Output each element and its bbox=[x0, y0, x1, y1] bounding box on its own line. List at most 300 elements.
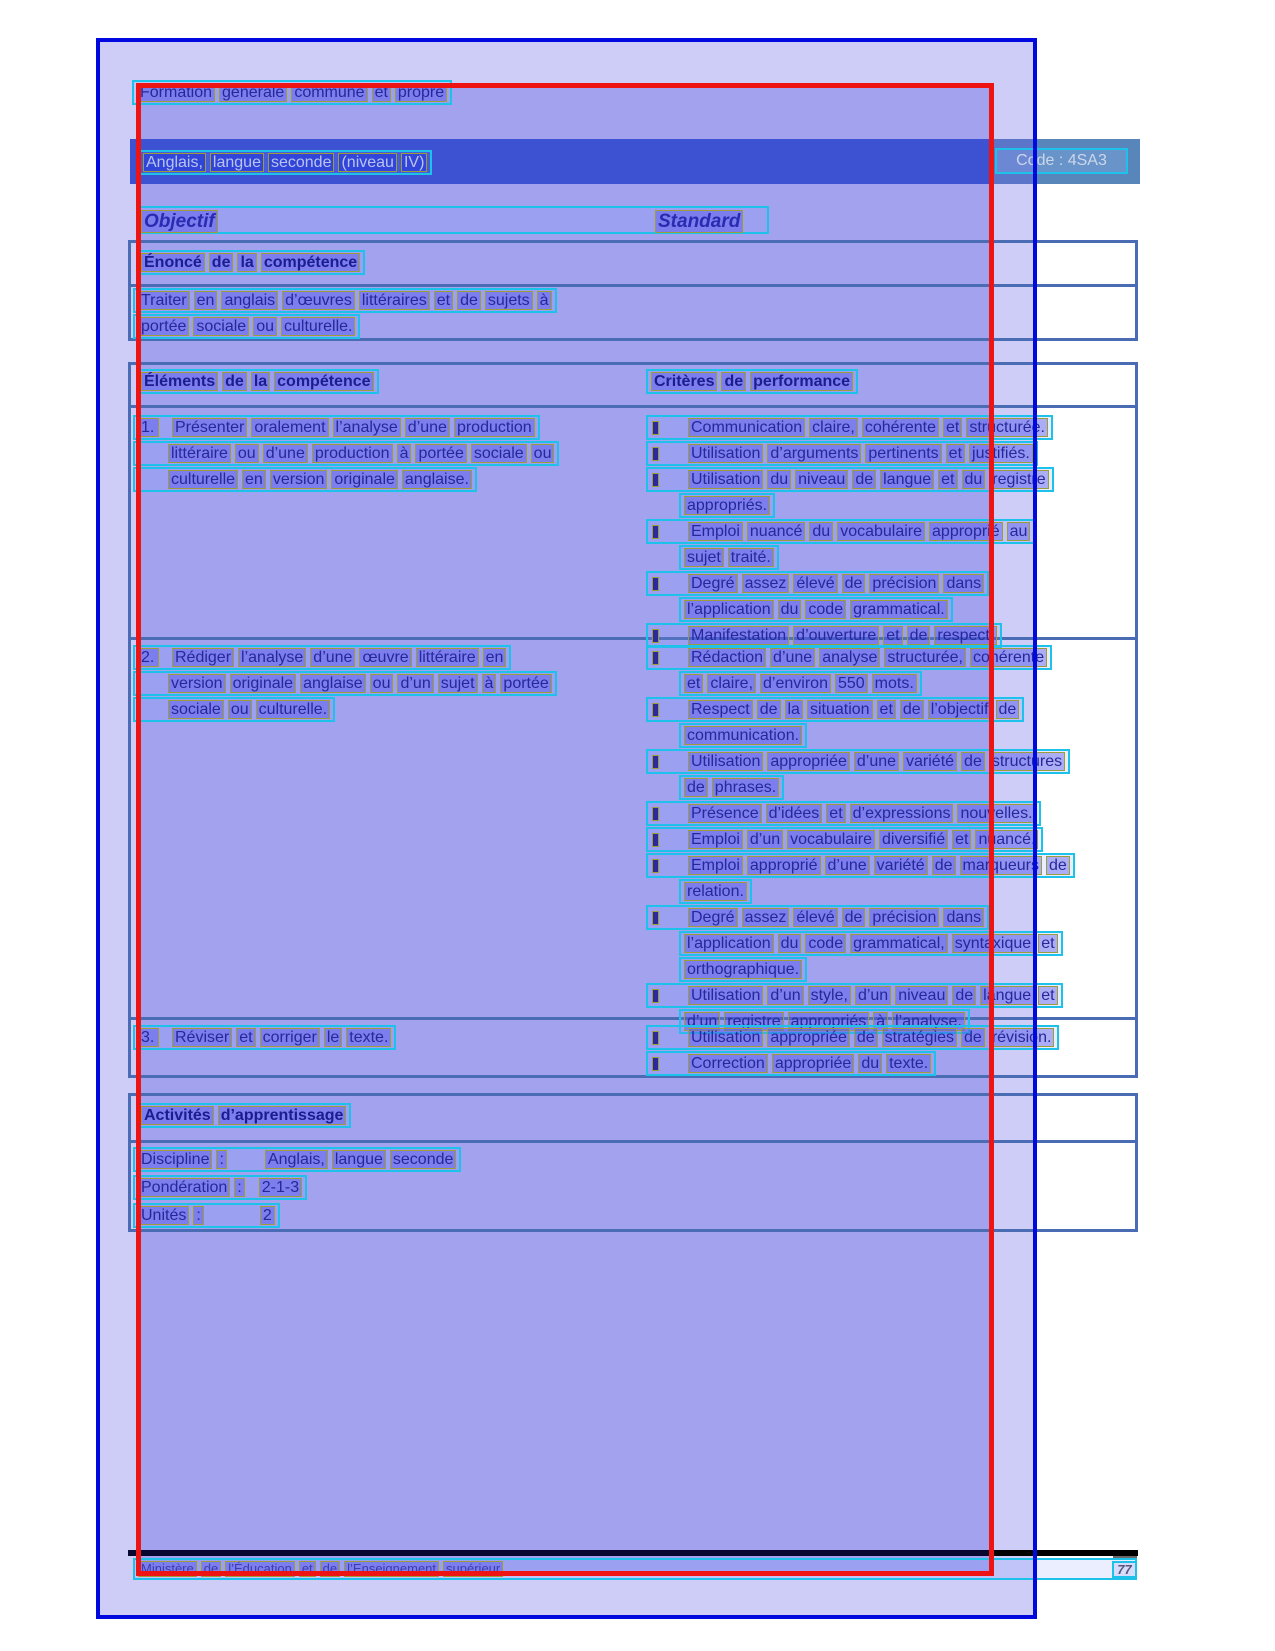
bullet-marker bbox=[652, 447, 659, 461]
word-box: l’application bbox=[684, 600, 774, 619]
criterion-line bbox=[646, 645, 1052, 670]
word-box: de bbox=[961, 1028, 985, 1047]
word-box: de bbox=[852, 470, 876, 489]
word-box: de bbox=[721, 372, 746, 391]
activites-fields bbox=[133, 1147, 461, 1231]
criterion-line bbox=[646, 571, 989, 596]
bullet-marker bbox=[652, 651, 659, 665]
word-box: 2 bbox=[260, 1206, 275, 1225]
word-box: d’un bbox=[397, 674, 433, 693]
word-box: l’analyse bbox=[238, 648, 306, 667]
word-box: langue bbox=[332, 1150, 386, 1169]
word-box: registre bbox=[724, 1012, 783, 1031]
word-box: seconde bbox=[390, 1150, 457, 1169]
element-line bbox=[133, 671, 557, 696]
word-box: sujet bbox=[438, 674, 478, 693]
word-box: de bbox=[907, 626, 931, 645]
word-box: Respect bbox=[688, 700, 753, 719]
word-box: d’apprentissage bbox=[218, 1106, 347, 1125]
word-box: Discipline bbox=[138, 1150, 212, 1169]
word-box: Unités bbox=[138, 1206, 189, 1225]
criterion-line bbox=[679, 723, 807, 748]
word-box: d’un bbox=[684, 1012, 720, 1031]
enonce-line bbox=[133, 288, 557, 313]
word-box: nuancé bbox=[747, 522, 806, 541]
word-box: la bbox=[785, 700, 803, 719]
word-box: de bbox=[842, 574, 866, 593]
course-title-line bbox=[138, 150, 432, 175]
word-box: supérieur bbox=[443, 1561, 503, 1577]
word-box: cohérente bbox=[862, 418, 939, 437]
word-box: Degré bbox=[688, 908, 738, 927]
word-box: générale bbox=[219, 83, 287, 102]
field-gap bbox=[208, 1209, 256, 1223]
criterion-line bbox=[646, 853, 1075, 878]
word-box: de bbox=[757, 700, 781, 719]
word-box: Ministère bbox=[138, 1561, 197, 1577]
criterion-line bbox=[646, 905, 989, 930]
word-box: littéraire bbox=[416, 648, 479, 667]
bullet-marker bbox=[652, 703, 659, 717]
word-box: Rédaction bbox=[688, 648, 766, 667]
word-box: l’application bbox=[684, 934, 774, 953]
word-box: sociale bbox=[471, 444, 527, 463]
bullet-marker bbox=[652, 421, 659, 435]
word-box: traité. bbox=[728, 548, 774, 567]
word-box: syntaxique bbox=[952, 934, 1035, 953]
word-box: l’analyse. bbox=[892, 1012, 965, 1031]
activites-heading-line bbox=[136, 1103, 351, 1128]
word-box: sujets bbox=[485, 291, 533, 310]
word-box: appropriée bbox=[772, 1054, 855, 1073]
word-box: Réviser bbox=[172, 1028, 232, 1047]
word-box: diversifié bbox=[879, 830, 948, 849]
word-box: performance bbox=[750, 372, 853, 391]
footer-rule bbox=[128, 1550, 1138, 1556]
word-box: d’œuvres bbox=[282, 291, 355, 310]
word-box: et bbox=[877, 700, 896, 719]
word-box: phrases. bbox=[712, 778, 779, 797]
word-box: Énoncé bbox=[141, 253, 205, 272]
word-box: Utilisation bbox=[688, 1028, 763, 1047]
word-box: et bbox=[236, 1028, 255, 1047]
field-gap bbox=[231, 1153, 261, 1167]
element-1-column bbox=[133, 415, 559, 493]
word-box: d’expressions bbox=[850, 804, 954, 823]
course-code-box: Code : 4SA3 bbox=[995, 148, 1128, 174]
colon-box: : bbox=[234, 1178, 244, 1197]
criterion-line bbox=[679, 597, 953, 622]
item-number: 3. bbox=[138, 1028, 159, 1047]
word-box: approprié bbox=[929, 522, 1003, 541]
bullet-marker bbox=[652, 577, 659, 591]
word-box: de bbox=[320, 1561, 340, 1577]
criterion-line bbox=[646, 519, 1035, 544]
bullet-marker bbox=[652, 1031, 659, 1045]
word-box: structurée. bbox=[966, 418, 1048, 437]
enonce-section-box bbox=[128, 240, 1138, 341]
word-box: Emploi bbox=[688, 856, 743, 875]
word-box: et bbox=[434, 291, 453, 310]
criterion-line bbox=[646, 415, 1053, 440]
word-box: au bbox=[1007, 522, 1031, 541]
word-box: version bbox=[270, 470, 328, 489]
word-box: originale bbox=[331, 470, 397, 489]
word-box: de bbox=[932, 856, 956, 875]
word-box: et bbox=[943, 418, 962, 437]
word-box: ou bbox=[228, 700, 252, 719]
bullet-marker bbox=[652, 859, 659, 873]
word-box: à bbox=[482, 674, 497, 693]
field-line bbox=[133, 1175, 307, 1200]
item-number: 1. bbox=[138, 418, 159, 437]
word-box: justifiés. bbox=[969, 444, 1033, 463]
word-box: et bbox=[883, 626, 902, 645]
word-box: appropriée bbox=[767, 752, 850, 771]
word-box: d’un bbox=[767, 986, 803, 1005]
word-box: culturelle. bbox=[281, 317, 355, 336]
element-2-column bbox=[133, 645, 557, 723]
word-box: Utilisation bbox=[688, 470, 763, 489]
word-box: portée bbox=[138, 317, 189, 336]
word-box: ou bbox=[370, 674, 394, 693]
criterion-line bbox=[646, 1025, 1059, 1050]
criterion-line bbox=[679, 493, 775, 518]
word-box: 2-1-3 bbox=[259, 1178, 302, 1197]
word-box: orthographique. bbox=[684, 960, 802, 979]
word-box: du bbox=[778, 600, 802, 619]
word-box: Formation bbox=[137, 83, 215, 102]
word-box: Degré bbox=[688, 574, 738, 593]
word-box: ou bbox=[531, 444, 555, 463]
word-box: stratégies bbox=[882, 1028, 957, 1047]
word-box: mots. bbox=[872, 674, 917, 693]
elements-heading-line bbox=[136, 369, 379, 394]
word-box: de bbox=[952, 986, 976, 1005]
word-box: et bbox=[946, 444, 965, 463]
word-box: niveau bbox=[895, 986, 948, 1005]
page-number-box: 77 bbox=[1112, 1561, 1137, 1578]
word-box: assez bbox=[742, 574, 790, 593]
word-box: variété bbox=[903, 752, 957, 771]
word-box: culturelle. bbox=[256, 700, 330, 719]
criterion-line bbox=[646, 441, 1038, 466]
word-box: le bbox=[324, 1028, 342, 1047]
word-box: Communication bbox=[688, 418, 805, 437]
word-box: appropriés bbox=[788, 1012, 870, 1031]
criterion-line bbox=[679, 957, 807, 982]
word-box: œuvre bbox=[359, 648, 411, 667]
field-gap bbox=[249, 1181, 255, 1195]
enonce-body bbox=[133, 288, 557, 340]
word-box: de bbox=[996, 700, 1020, 719]
word-box: de bbox=[209, 253, 234, 272]
word-box: sujet bbox=[684, 548, 724, 567]
word-box: analyse bbox=[819, 648, 880, 667]
word-box: originale bbox=[230, 674, 296, 693]
word-box: commune bbox=[291, 83, 367, 102]
course-header-bar bbox=[130, 139, 1140, 184]
word-box: d’une bbox=[263, 444, 308, 463]
word-box: l’objectif bbox=[928, 700, 992, 719]
word-box: à bbox=[537, 291, 552, 310]
word-box: pertinents bbox=[865, 444, 941, 463]
enonce-heading-line bbox=[136, 250, 365, 275]
column-headings-line bbox=[137, 206, 769, 234]
word-box: production bbox=[454, 418, 535, 437]
word-box: ou bbox=[235, 444, 259, 463]
element-line bbox=[133, 1025, 396, 1050]
word-box: d’arguments bbox=[767, 444, 861, 463]
word-box: d’une bbox=[770, 648, 815, 667]
word-box: 550 bbox=[835, 674, 868, 693]
word-box: l’Enseignement bbox=[344, 1561, 439, 1577]
word-box: corriger bbox=[260, 1028, 320, 1047]
criterion-line bbox=[679, 545, 779, 570]
word-box: du bbox=[858, 1054, 882, 1073]
word-box: d’une bbox=[310, 648, 355, 667]
word-box: oralement bbox=[251, 418, 328, 437]
criterion-line bbox=[646, 983, 1063, 1008]
word-box: Éléments bbox=[141, 372, 218, 391]
word-box: cohérente bbox=[970, 648, 1047, 667]
word-box: code bbox=[805, 600, 846, 619]
word-box: portée bbox=[500, 674, 551, 693]
word-box: révision. bbox=[989, 1028, 1055, 1047]
word-box: langue bbox=[880, 470, 934, 489]
element-line bbox=[133, 415, 540, 440]
word-box: Critères bbox=[651, 372, 717, 391]
bullet-marker bbox=[652, 525, 659, 539]
word-box: registre bbox=[989, 470, 1048, 489]
criterion-line bbox=[646, 749, 1070, 774]
item-number: 2. bbox=[138, 648, 159, 667]
word-box: de bbox=[961, 752, 985, 771]
word-box: communication. bbox=[684, 726, 802, 745]
criterion-line bbox=[646, 467, 1054, 492]
word-box: respect. bbox=[934, 626, 997, 645]
word-box: langue bbox=[980, 986, 1034, 1005]
section-divider bbox=[131, 1140, 1135, 1143]
word-box: anglaise. bbox=[402, 470, 472, 489]
word-box: en bbox=[194, 291, 218, 310]
criterion-line bbox=[646, 697, 1024, 722]
word-box: texte. bbox=[886, 1054, 931, 1073]
word-box: Traiter bbox=[138, 291, 190, 310]
criteres-heading-line bbox=[646, 369, 858, 394]
word-box: seconde bbox=[268, 153, 335, 172]
criterion-line bbox=[679, 879, 752, 904]
enonce-line bbox=[133, 314, 360, 339]
word-box: Utilisation bbox=[688, 752, 763, 771]
word-box: et bbox=[826, 804, 845, 823]
word-box: d’une bbox=[854, 752, 899, 771]
bullet-marker bbox=[652, 833, 659, 847]
word-box: Emploi bbox=[688, 830, 743, 849]
word-box: ou bbox=[253, 317, 277, 336]
criteria-2-column bbox=[646, 645, 1075, 1035]
footer-text-line bbox=[133, 1558, 1137, 1580]
word-box: situation bbox=[807, 700, 873, 719]
word-box: claire, bbox=[707, 674, 756, 693]
criteria-1-column bbox=[646, 415, 1054, 649]
word-box: claire, bbox=[809, 418, 858, 437]
word-box: variété bbox=[874, 856, 928, 875]
element-3-column bbox=[133, 1025, 396, 1051]
word-box: à bbox=[397, 444, 412, 463]
word-box: élevé bbox=[793, 574, 837, 593]
word-box: et bbox=[372, 83, 391, 102]
element-line bbox=[133, 697, 335, 722]
word-box: de bbox=[900, 700, 924, 719]
word-box: du bbox=[962, 470, 986, 489]
word-box: d’ouverture bbox=[793, 626, 879, 645]
word-box: en bbox=[483, 648, 507, 667]
word-box: en bbox=[242, 470, 266, 489]
word-box: (niveau bbox=[338, 153, 396, 172]
word-box: l’Éducation bbox=[225, 1561, 295, 1577]
word-box: la bbox=[251, 372, 270, 391]
word-box: d’idées bbox=[766, 804, 823, 823]
word-box: et bbox=[938, 470, 957, 489]
activites-section-box bbox=[128, 1093, 1138, 1232]
word-box: anglais bbox=[221, 291, 278, 310]
word-box: dans bbox=[943, 908, 984, 927]
word-box: Utilisation bbox=[688, 444, 763, 463]
word-box: d’une bbox=[825, 856, 870, 875]
bullet-marker bbox=[652, 1057, 659, 1071]
word-box: et bbox=[1038, 934, 1057, 953]
word-box: Présence bbox=[688, 804, 762, 823]
word-box: Rédiger bbox=[172, 648, 234, 667]
word-box: de bbox=[457, 291, 481, 310]
bullet-marker bbox=[652, 989, 659, 1003]
bullet-marker bbox=[652, 911, 659, 925]
colon-box: : bbox=[216, 1150, 226, 1169]
word-box: anglaise bbox=[300, 674, 366, 693]
word-box: code bbox=[805, 934, 846, 953]
word-box: d’un bbox=[747, 830, 783, 849]
word-box: de bbox=[854, 1028, 878, 1047]
bullet-marker bbox=[652, 807, 659, 821]
criterion-line bbox=[679, 931, 1063, 956]
word-box: de bbox=[222, 372, 247, 391]
word-box: du bbox=[767, 470, 791, 489]
criterion-line bbox=[679, 671, 922, 696]
bullet-marker bbox=[652, 755, 659, 769]
word-box: appropriée bbox=[767, 1028, 850, 1047]
word-box: culturelle bbox=[168, 470, 238, 489]
word-box: élevé bbox=[793, 908, 837, 927]
objectif-heading: Objectif bbox=[141, 210, 218, 233]
word-box: structurée, bbox=[884, 648, 966, 667]
word-box: production bbox=[312, 444, 393, 463]
word-box: marqueurs bbox=[960, 856, 1042, 875]
word-box: Anglais, bbox=[143, 153, 206, 172]
bullet-marker bbox=[652, 473, 659, 487]
word-box: nouvelles. bbox=[957, 804, 1035, 823]
criterion-line bbox=[646, 801, 1041, 826]
field-line bbox=[133, 1147, 461, 1172]
word-box: texte. bbox=[346, 1028, 391, 1047]
word-box: grammatical. bbox=[850, 600, 948, 619]
word-box: de bbox=[684, 778, 708, 797]
criteria-3-column bbox=[646, 1025, 1059, 1077]
word-box: approprié bbox=[747, 856, 821, 875]
word-box: assez bbox=[742, 908, 790, 927]
element-line bbox=[133, 645, 511, 670]
word-box: précision bbox=[869, 908, 939, 927]
word-box: Manifestation bbox=[688, 626, 789, 645]
word-box: d’un bbox=[855, 986, 891, 1005]
word-box: niveau bbox=[795, 470, 848, 489]
word-box: et bbox=[299, 1561, 316, 1577]
word-box: et bbox=[1038, 986, 1057, 1005]
word-box: sociale bbox=[193, 317, 249, 336]
competence-table-box bbox=[128, 362, 1138, 1078]
word-box: d’environ bbox=[760, 674, 831, 693]
word-box: du bbox=[778, 934, 802, 953]
bullet-marker bbox=[652, 629, 659, 643]
word-box: vocabulaire bbox=[787, 830, 875, 849]
word-box: d’une bbox=[405, 418, 450, 437]
word-box: version bbox=[168, 674, 226, 693]
word-box: Anglais, bbox=[265, 1150, 328, 1169]
word-box: vocabulaire bbox=[837, 522, 925, 541]
word-box: appropriés. bbox=[684, 496, 770, 515]
category-title-line bbox=[132, 80, 452, 105]
word-box: du bbox=[809, 522, 833, 541]
word-box: Emploi bbox=[688, 522, 743, 541]
word-box: structures bbox=[989, 752, 1065, 771]
word-box: compétence bbox=[261, 253, 360, 272]
word-box: de bbox=[201, 1561, 221, 1577]
word-box: littéraire bbox=[168, 444, 231, 463]
criterion-line bbox=[646, 1051, 936, 1076]
word-box: relation. bbox=[684, 882, 747, 901]
word-box: Activités bbox=[141, 1106, 214, 1125]
word-box: la bbox=[237, 253, 256, 272]
word-box: portée bbox=[415, 444, 466, 463]
criterion-line bbox=[679, 775, 784, 800]
word-box: littéraires bbox=[359, 291, 430, 310]
word-box: précision bbox=[869, 574, 939, 593]
word-box: IV) bbox=[401, 153, 427, 172]
table-divider bbox=[131, 405, 1135, 408]
word-box: et bbox=[952, 830, 971, 849]
word-box: Correction bbox=[688, 1054, 768, 1073]
word-box: dans bbox=[943, 574, 984, 593]
word-box: Présenter bbox=[172, 418, 247, 437]
word-box: l’analyse bbox=[333, 418, 401, 437]
word-box: sociale bbox=[168, 700, 224, 719]
word-box: langue bbox=[210, 153, 264, 172]
word-box: style, bbox=[808, 986, 851, 1005]
word-box: de bbox=[1046, 856, 1070, 875]
criterion-line bbox=[646, 827, 1043, 852]
word-box: compétence bbox=[274, 372, 373, 391]
field-line bbox=[133, 1203, 280, 1228]
standard-heading: Standard bbox=[655, 210, 743, 233]
word-box: à bbox=[873, 1012, 888, 1031]
word-box: grammatical, bbox=[850, 934, 948, 953]
element-line bbox=[133, 467, 477, 492]
element-line bbox=[133, 441, 559, 466]
word-box: Utilisation bbox=[688, 986, 763, 1005]
word-box: propre bbox=[395, 83, 447, 102]
colon-box: : bbox=[193, 1206, 203, 1225]
word-box: de bbox=[842, 908, 866, 927]
